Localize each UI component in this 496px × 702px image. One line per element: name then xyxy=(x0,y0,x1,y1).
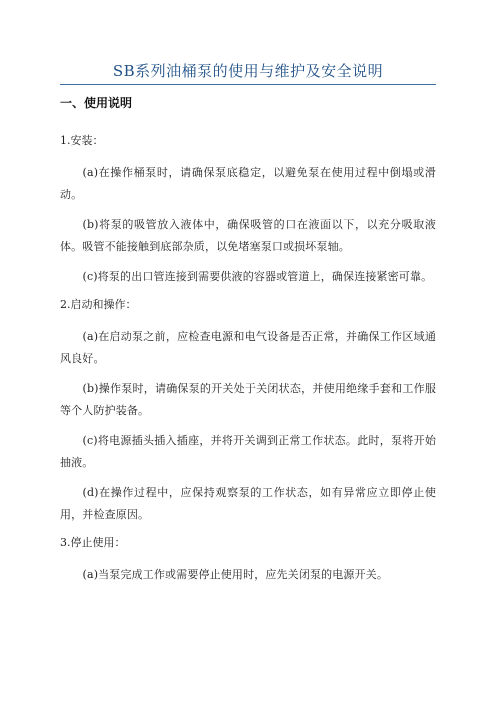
step-2-item-a: (a)在启动泵之前，应检查电源和电气设备是否正常，并确保工作区域通风良好。 xyxy=(60,330,436,365)
step-1-label: 1.安装： xyxy=(60,134,104,147)
step-1-item-a: (a)在操作桶泵时，请确保泵底稳定，以避免泵在使用过程中倒塌或滑动。 xyxy=(60,166,436,201)
step-1-item-b: (b)将泵的吸管放入液体中，确保吸管的口在液面以下，以充分吸取液体。吸管不能接触到底部杂质，以免堵塞泵口或损坏泵轴。 xyxy=(60,218,436,253)
step-2-item-d: (d)在操作过程中，应保持观察泵的工作状态，如有异常应立即停止使用，并检查原因。 xyxy=(60,486,436,521)
step-2-item-b: (b)操作泵时，请确保泵的开关处于关闭状态，并使用绝缘手套和工作服等个人防护装备。 xyxy=(60,382,436,417)
step-2-item-c: (c)将电源插头插入插座，并将开关调到正常工作状态。此时，泵将开始抽液。 xyxy=(60,434,436,469)
section-heading: 一、使用说明 xyxy=(60,96,133,110)
title-divider xyxy=(60,84,436,85)
document-title: SB系列油桶泵的使用与维护及安全说明 xyxy=(112,62,384,80)
step-3-label: 3.停止使用： xyxy=(60,536,126,549)
step-3-item-a: (a)当泵完成工作或需要停止使用时，应先关闭泵的电源开关。 xyxy=(82,568,389,581)
step-2-label: 2.启动和操作： xyxy=(60,298,137,311)
step-1-item-c: (c)将泵的出口管连接到需要供液的容器或管道上，确保连接紧密可靠。 xyxy=(82,270,433,283)
document-body xyxy=(60,94,436,594)
